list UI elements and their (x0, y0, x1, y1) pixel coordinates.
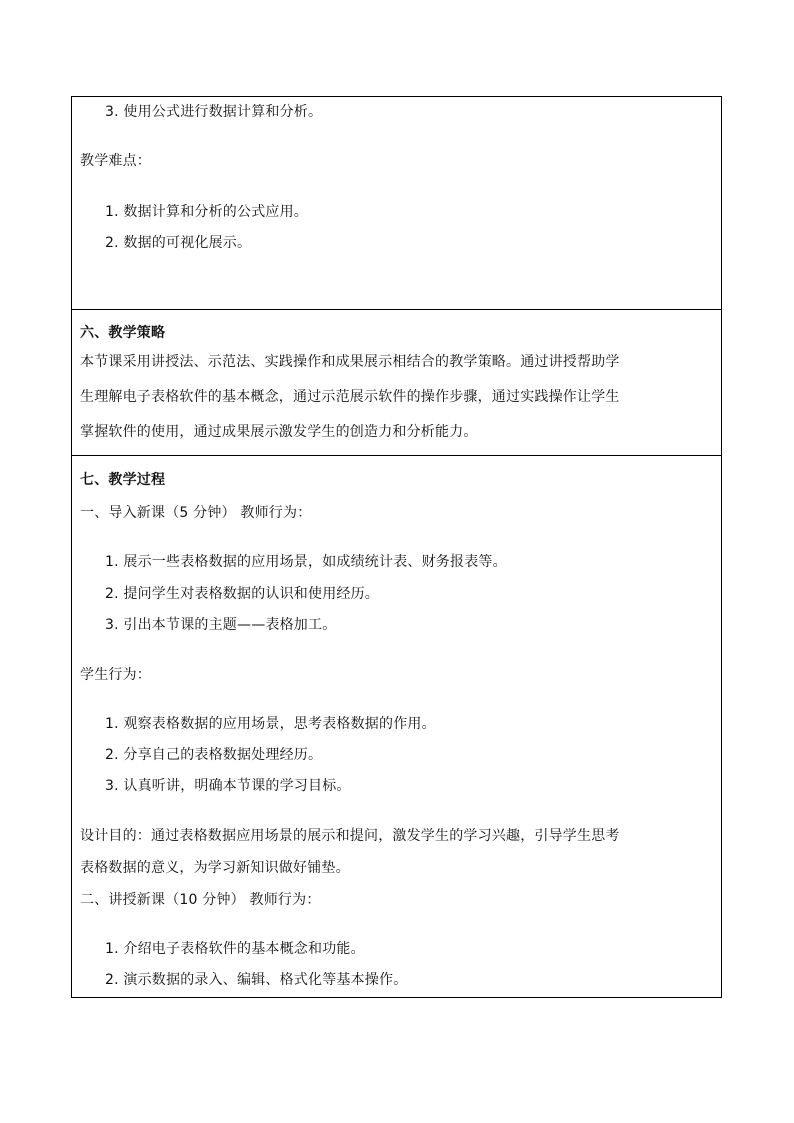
teaching-focus-cell (72, 97, 721, 310)
part-2-item-1: 1. 介绍电子表格软件的基本概念和功能。 (105, 941, 365, 957)
design-line-1: 设计目的：通过表格数据应用场景的展示和提问，激发学生的学习兴趣，引导学生思考 (80, 828, 620, 844)
part-2-title: 二、讲授新课（10 分钟） 教师行为： (80, 892, 321, 908)
teaching-process-cell (72, 456, 721, 997)
lesson-plan-table (71, 96, 722, 998)
strategy-line-3: 掌握软件的使用，通过成果展示激发学生的创造力和分析能力。 (80, 424, 478, 440)
section-6-heading: 六、教学策略 (80, 325, 166, 341)
section-7-heading: 七、教学过程 (80, 472, 166, 488)
teaching-strategy-cell (72, 310, 721, 456)
teacher-item-3: 3. 引出本节课的主题——表格加工。 (105, 617, 337, 633)
strategy-line-2: 生理解电子表格软件的基本概念，通过示范展示软件的操作步骤，通过实践操作让学生 (80, 389, 620, 405)
part-1-title: 一、导入新课（5 分钟） 教师行为： (80, 505, 312, 521)
focus-item-3: 3. 使用公式进行数据计算和分析。 (105, 104, 323, 120)
student-item-1: 1. 观察表格数据的应用场景，思考表格数据的作用。 (105, 716, 436, 732)
difficulty-item-1: 1. 数据计算和分析的公式应用。 (105, 204, 309, 220)
difficulty-item-2: 2. 数据的可视化展示。 (105, 235, 252, 251)
teacher-item-1: 1. 展示一些表格数据的应用场景，如成绩统计表、财务报表等。 (105, 554, 507, 570)
design-line-2: 表格数据的意义，为学习新知识做好铺垫。 (80, 860, 350, 876)
part-2-item-2: 2. 演示数据的录入、编辑、格式化等基本操作。 (105, 972, 408, 988)
difficulty-label: 教学难点： (80, 153, 151, 169)
student-item-2: 2. 分享自己的表格数据处理经历。 (105, 747, 323, 763)
strategy-line-1: 本节课采用讲授法、示范法、实践操作和成果展示相结合的教学策略。通过讲授帮助学 (80, 354, 620, 370)
student-label: 学生行为： (80, 667, 151, 683)
student-item-3: 3. 认真听讲，明确本节课的学习目标。 (105, 778, 351, 794)
teacher-item-2: 2. 提问学生对表格数据的认识和使用经历。 (105, 586, 380, 602)
